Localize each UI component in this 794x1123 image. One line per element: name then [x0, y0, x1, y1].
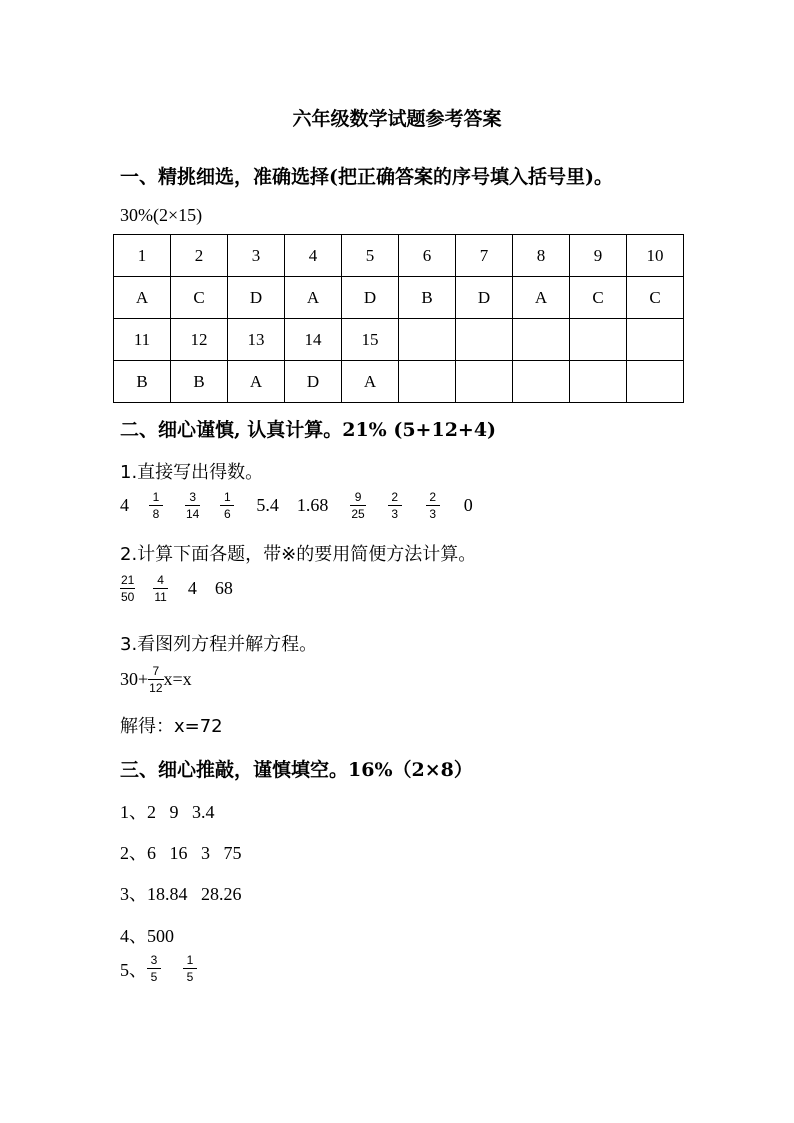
table-cell	[570, 361, 627, 403]
table-cell: D	[456, 277, 513, 319]
table-cell: 3	[228, 235, 285, 277]
table-cell: 13	[228, 319, 285, 361]
section3-answer-5	[120, 953, 197, 984]
numerator: 4	[157, 573, 164, 587]
denominator: 3	[426, 505, 440, 521]
numerator: 3	[189, 490, 197, 504]
table-cell: 7	[456, 235, 513, 277]
table-cell	[399, 361, 456, 403]
section3-answer-2: 2、6 16 3 75	[120, 843, 242, 863]
table-cell: 12	[171, 319, 228, 361]
numerator: 1	[186, 953, 194, 967]
table-cell: C	[627, 277, 684, 319]
table-cell: 14	[285, 319, 342, 361]
fraction	[426, 490, 440, 521]
denominator: 14	[186, 507, 200, 521]
section2-heading: 二、细心谨慎, 认真计算。21% (5+12+4)	[120, 419, 497, 441]
answer-value: 0	[463, 495, 473, 515]
answer-value: 4	[120, 495, 129, 515]
table-row	[114, 235, 684, 277]
section3-heading: 三、细心推敲，谨慎填空。16%（2×8）	[120, 759, 473, 781]
table-cell: 10	[627, 235, 684, 277]
table-cell: 9	[570, 235, 627, 277]
q1-answers	[120, 490, 473, 521]
fraction	[185, 490, 200, 521]
numerator: 7	[152, 664, 160, 678]
table-cell: A	[513, 277, 570, 319]
table-cell	[513, 319, 570, 361]
denominator: 6	[220, 505, 234, 521]
answer-label: 5、	[120, 959, 147, 980]
denominator: 8	[149, 505, 163, 521]
fraction	[220, 490, 234, 521]
table-cell: 2	[171, 235, 228, 277]
table-row	[114, 319, 684, 361]
table-cell: 5	[342, 235, 399, 277]
numerator: 2	[391, 490, 399, 504]
section3-answer-1: 1、2 9 3.4	[120, 802, 215, 822]
table-cell	[513, 361, 570, 403]
numerator: 9	[354, 490, 362, 504]
table-cell: D	[285, 361, 342, 403]
table-cell: 15	[342, 319, 399, 361]
q3-solution: 解得：x=72	[120, 716, 223, 737]
table-cell: 6	[399, 235, 456, 277]
denominator: 12	[149, 681, 163, 695]
table-cell	[570, 319, 627, 361]
table-row	[114, 277, 684, 319]
table-cell: A	[228, 361, 285, 403]
denominator: 25	[351, 507, 365, 521]
table-cell: A	[285, 277, 342, 319]
section3-answer-3: 3、18.84 28.26	[120, 884, 242, 904]
table-cell: B	[171, 361, 228, 403]
table-cell: D	[228, 277, 285, 319]
q2-answers	[120, 573, 233, 604]
table-cell	[627, 361, 684, 403]
section3-answer-4: 4、500	[120, 926, 174, 946]
table-cell: B	[399, 277, 456, 319]
numerator: 1	[152, 490, 160, 504]
equation-left: 30+	[120, 669, 149, 689]
table-cell: 4	[285, 235, 342, 277]
answer-value: 4	[187, 578, 197, 598]
numerator: 1	[224, 490, 231, 504]
denominator: 11	[154, 590, 167, 604]
denominator: 5	[183, 968, 197, 984]
q2-label: 2.计算下面各题，带※的要用简便方法计算。	[120, 544, 477, 565]
table-cell	[627, 319, 684, 361]
table-cell: C	[171, 277, 228, 319]
fraction	[120, 573, 135, 604]
table-cell: B	[114, 361, 171, 403]
table-cell: D	[342, 277, 399, 319]
table-cell: A	[114, 277, 171, 319]
table-cell: A	[342, 361, 399, 403]
q3-label: 3.看图列方程并解方程。	[120, 634, 318, 655]
fraction	[350, 490, 365, 521]
denominator: 50	[121, 590, 135, 604]
answer-value: 68	[214, 578, 233, 598]
q1-label: 1.直接写出得数。	[120, 462, 264, 483]
fraction	[148, 664, 163, 695]
fraction	[388, 490, 402, 521]
numerator: 21	[121, 573, 135, 587]
fraction	[149, 490, 163, 521]
table-cell	[456, 361, 513, 403]
q3-equation	[120, 664, 192, 695]
table-cell: 11	[114, 319, 171, 361]
section1-heading: 一、精挑细选，准确选择(把正确答案的序号填入括号里)。	[120, 166, 613, 188]
table-cell: C	[570, 277, 627, 319]
equation-right: x=x	[163, 669, 192, 689]
table-cell: 1	[114, 235, 171, 277]
answer-table	[113, 234, 684, 403]
answer-value: 5.4	[256, 495, 279, 515]
numerator: 2	[429, 490, 437, 504]
table-cell	[399, 319, 456, 361]
section1-score: 30%(2×15)	[120, 205, 203, 225]
fraction	[147, 953, 161, 984]
table-row	[114, 361, 684, 403]
denominator: 5	[147, 968, 161, 984]
numerator: 3	[150, 953, 158, 967]
fraction	[183, 953, 197, 984]
table-cell	[456, 319, 513, 361]
answer-value: 1.68	[296, 495, 329, 515]
denominator: 3	[388, 505, 402, 521]
fraction	[153, 573, 167, 604]
document-title: 六年级数学试题参考答案	[292, 108, 502, 130]
table-cell: 8	[513, 235, 570, 277]
